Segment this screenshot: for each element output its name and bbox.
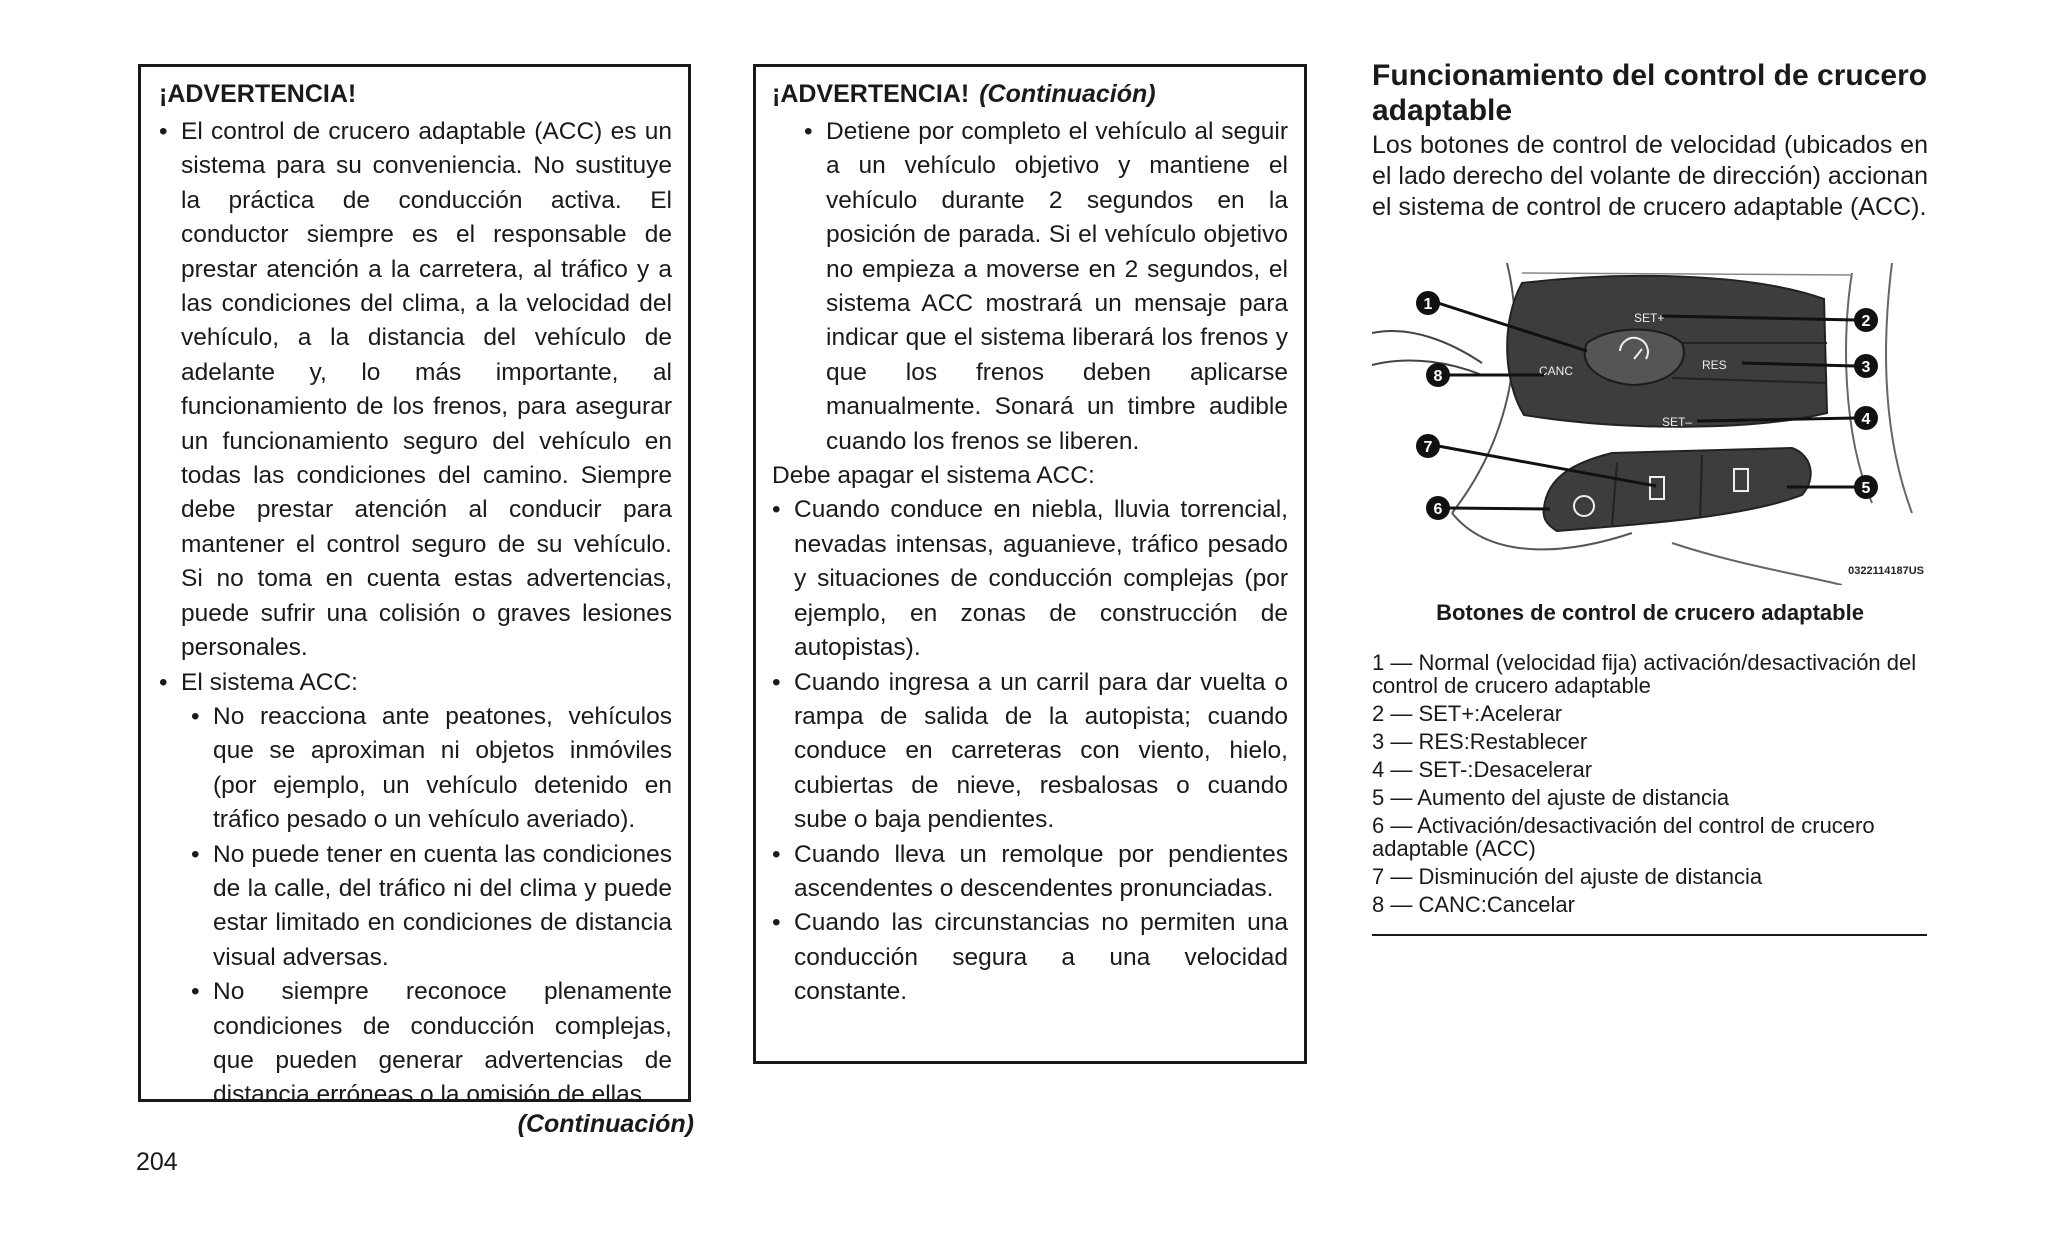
figure-code: 0322114187US — [1848, 565, 1924, 577]
distance-cluster — [1544, 448, 1811, 531]
callout-8-number: 8 — [1433, 368, 1443, 385]
set-plus-label: SET+ — [1634, 311, 1665, 325]
wheel-edge-line — [1522, 273, 1852, 275]
callout-7-number: 7 — [1423, 439, 1433, 456]
warning-box-2 — [753, 64, 1307, 1064]
section-title: Funcionamiento del control de crucero adaptable — [1372, 59, 1928, 127]
warning-title: ¡ADVERTENCIA! — [159, 80, 357, 108]
warning-sub-bullet: • Detiene por completo el vehículo al seguir a un vehículo objetivo y mantiene el vehículo durante 2 segundos en la posición de parada. Si el vehículo objetivo no empieza a moverse en 2 segundos, el sistema ACC mostrará un mensaje para indicar que el sistema liberará los frenos y que los frenos deben aplicarse manualmente. Sonará un timbre audible cuando los frenos se liberen. — [804, 115, 1288, 459]
legend-item: 2 — SET+:Acelerar — [1372, 701, 1563, 726]
legend-item: 5 — Aumento del ajuste de distancia — [1372, 785, 1730, 810]
legend-divider — [1372, 934, 1927, 936]
section — [1372, 58, 1928, 223]
legend-item: 3 — RES:Restablecer — [1372, 729, 1588, 754]
res-label: RES — [1702, 358, 1727, 372]
callout-3-number: 3 — [1861, 359, 1871, 376]
callout-4 — [1854, 406, 1878, 430]
warning-sub-bullet: • No siempre reconoce plenamente condiciones de conducción complejas, que pueden generar advertencias de distancia erróneas o la omisión de ellas. — [191, 975, 672, 1113]
wheel-rim-line — [1846, 273, 1872, 503]
wheel-spoke-line — [1452, 263, 1515, 513]
callout-6-number: 6 — [1433, 501, 1443, 518]
set-minus-label: SET– — [1662, 415, 1693, 429]
warning-body — [159, 115, 672, 1113]
callout-8 — [1426, 363, 1450, 387]
warning-bullet: • Cuando conduce en niebla, lluvia torrencial, nevadas intensas, aguanieve, tráfico pesado y situaciones de conducción complejas (por ejemplo, en zonas de construcción de autopistas). — [772, 493, 1288, 665]
section-body: Los botones de control de velocidad (ubicados en el lado derecho del volante de dirección) accionan el sistema de control de crucero adaptable (ACC). — [1372, 131, 1928, 221]
steering-wheel-illustration — [1372, 263, 1928, 585]
callout-2-number: 2 — [1861, 313, 1871, 330]
warning-title — [772, 77, 1288, 111]
callout-7 — [1416, 434, 1440, 458]
legend-item: 8 — CANC:Cancelar — [1372, 892, 1575, 917]
warning-bullet: • El control de crucero adaptable (ACC) es un sistema para su conveniencia. No sustituye la práctica de conducción activa. El conductor siempre es el responsable de prestar atención a la carretera, al tráfico y a las condiciones del clima, a la velocidad del vehículo, a la distancia del vehículo de adelante y, lo más importante, al funcionamiento de los frenos, para asegurar un funcionamiento seguro del vehículo en todas las condiciones del camino. Siempre debe prestar atención al conducir para mantener el control seguro de su vehículo. Si no toma en cuenta estas advertencias, puede sufrir una colisión o graves lesiones personales. — [159, 115, 672, 666]
warning-body — [772, 115, 1288, 1010]
callout-leader — [1448, 508, 1550, 509]
warning-sub-bullet: • No reacciona ante peatones, vehículos que se aproximan ni objetos inmóviles (por ejemplo, un vehículo detenido en tráfico pesado o un vehículo averiado). — [191, 700, 672, 838]
callout-5-number: 5 — [1861, 480, 1871, 497]
warning-sub-bullet: • No puede tener en cuenta las condiciones de la calle, del tráfico ni del clima y puede estar limitado en condiciones de distancia visual adversas. — [191, 838, 672, 976]
legend-item: 6 — Activación/desactivación del control de crucero adaptable (ACC) — [1372, 813, 1875, 861]
figure-caption: Botones de control de crucero adaptable — [1436, 600, 1864, 625]
warning-title-text: ¡ADVERTENCIA! — [772, 80, 970, 108]
figure-legend — [1372, 651, 1928, 921]
warning-bullet: • Cuando ingresa a un carril para dar vuelta o rampa de salida de la autopista; cuando conduce en carreteras con viento, hielo, cubiertas de nieve, resbalosas o cuando sube o baja pendientes. — [772, 666, 1288, 838]
callout-6 — [1426, 496, 1450, 520]
callout-1 — [1416, 291, 1440, 315]
warning-box-1 — [138, 64, 691, 1109]
legend-item: 1 — Normal (velocidad fija) activación/desactivación del control de crucero adaptable — [1372, 650, 1917, 698]
warning-title-continued: (Continuación) — [979, 80, 1156, 108]
callout-1-number: 1 — [1423, 296, 1433, 313]
callout-3 — [1854, 354, 1878, 378]
warning-bullet: • Cuando las circunstancias no permiten una conducción segura a una velocidad constante. — [772, 906, 1288, 1009]
warning-intro: Debe apagar el sistema ACC: — [772, 462, 1095, 490]
callout-2 — [1854, 308, 1878, 332]
callout-4-number: 4 — [1861, 411, 1871, 428]
legend-item: 7 — Disminución del ajuste de distancia — [1372, 864, 1763, 889]
wheel-spoke-line — [1672, 543, 1842, 585]
warning-bullet: • Cuando lleva un remolque por pendientes ascendentes o descendentes pronunciadas. — [772, 838, 1288, 907]
warning-bullet: • El sistema ACC: — [159, 666, 672, 700]
steering-wheel-figure — [1372, 263, 1928, 585]
canc-label: CANC — [1539, 364, 1574, 378]
page-number: 204 — [136, 1148, 178, 1176]
continued-label: (Continuación) — [517, 1110, 694, 1138]
legend-item: 4 — SET-:Desacelerar — [1372, 757, 1593, 782]
callout-5 — [1854, 475, 1878, 499]
wheel-rim-line — [1886, 263, 1912, 513]
wheel-rim-line — [1372, 331, 1482, 363]
